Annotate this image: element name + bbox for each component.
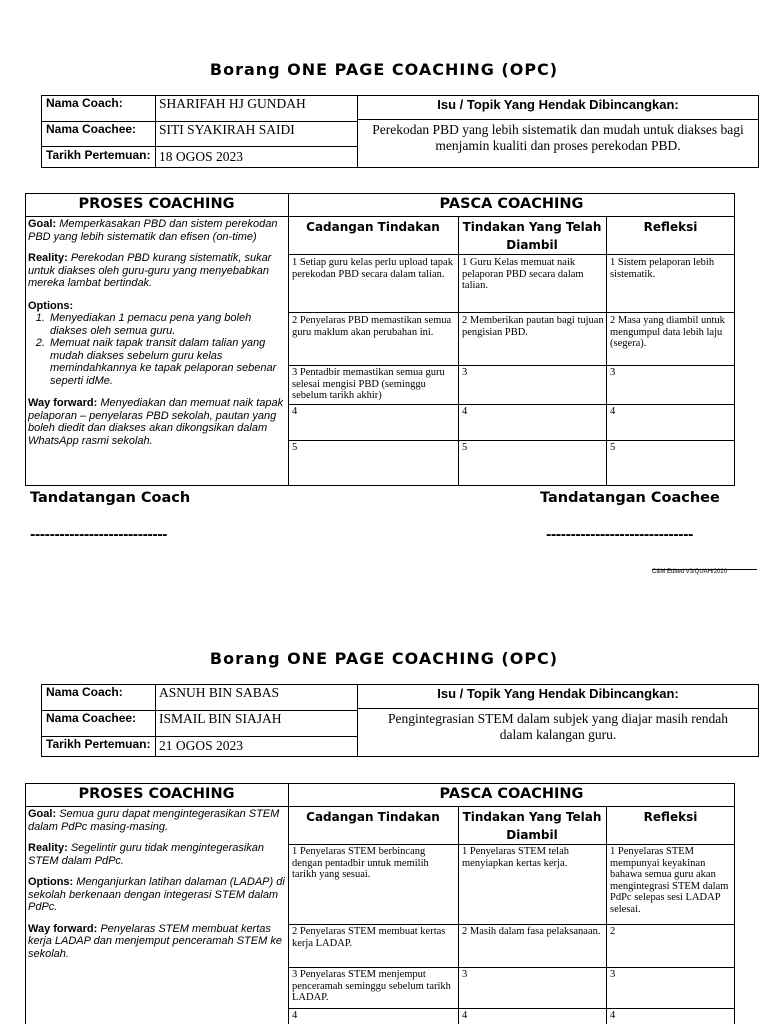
goal-label: Goal:: [28, 218, 57, 230]
wayforward-label: Way forward:: [28, 397, 98, 409]
cadangan-3: 3 Pentadbir memastikan semua guru selesai mengisi PBD (seminggu sebelum tarikh akhir): [292, 367, 445, 401]
tindakan-5: 5: [462, 442, 468, 453]
goal-label: Goal:: [28, 808, 57, 820]
col-cadangan: Cadangan Tindakan: [306, 220, 440, 234]
meeting-date: 21 OGOS 2023: [159, 738, 244, 753]
cadangan-5: 5: [292, 442, 298, 453]
col-tindakan: Tindakan Yang Telah Diambil: [462, 810, 602, 842]
tindakan-4: 4: [462, 1010, 468, 1021]
form1-title: Borang ONE PAGE COACHING (OPC): [209, 60, 559, 79]
tindakan-1: 1 Guru Kelas memuat naik pelaporan PBD secara dalam talian.: [462, 257, 584, 291]
isu-text: Pengintegrasian STEM dalam subjek yang diajar masih rendah dalam kalangan guru.: [387, 711, 729, 742]
cadangan-4: 4: [292, 1010, 298, 1021]
tindakan-4: 4: [462, 406, 468, 417]
tindakan-2: 2 Memberikan pautan bagi tujuan pengisian PBD.: [462, 315, 604, 338]
options-label: Options:: [28, 876, 74, 888]
goal-text: Memperkasakan PBD dan sistem perekodan PBD yang lebih sistematik dan efisen (on-time): [28, 218, 278, 243]
sig-coach-label: Tandatangan Coach: [30, 490, 191, 506]
tindakan-3: 3: [462, 367, 468, 378]
pasca-coaching-heading: PASCA COACHING: [439, 196, 584, 212]
col-tindakan: Tindakan Yang Telah Diambil: [462, 220, 602, 252]
form2-grow-notes: [28, 808, 285, 968]
coach-name: SHARIFAH HJ GUNDAH: [159, 96, 306, 111]
col-refleksi: Refleksi: [643, 810, 698, 824]
reality-text: Segelintir guru tidak mengintegerasikan STEM dalam PdPc.: [28, 842, 265, 867]
wayforward-text: Menyediakan dan memuat naik tapak pelaporan – penyelaras PBD sekolah, pautan yang boleh diedit dan diakses akan dikongsikan dalam WhatsApp rasmi sekolah.: [28, 397, 284, 447]
sig-coachee-label: Tandatangan Coachee: [540, 490, 720, 506]
tindakan-2: 2 Masih dalam fasa pelaksanaan.: [462, 926, 601, 937]
date-label: Tarikh Pertemuan:: [46, 148, 151, 162]
col-cadangan: Cadangan Tindakan: [306, 810, 440, 824]
coachee-label: Nama Coachee:: [46, 711, 137, 725]
cadangan-1: 1 Setiap guru kelas perlu upload tapak perekodan PBD secara dalam talian.: [292, 257, 453, 280]
reality-label: Reality:: [28, 842, 68, 854]
refleksi-1: 1 Penyelaras STEM mempunyai keyakinan bahawa semua guru akan mengintegrasi STEM dalam PdPc selepas sesi LADAP selesai.: [610, 846, 729, 915]
sig-coachee-line: ------------------------------: [546, 528, 693, 543]
refleksi-4: 4: [610, 406, 616, 417]
reality-text: Perekodan PBD kurang sistematik, sukar untuk diakses oleh guru-guru yang menyebabkan mereka lambat bertindak.: [28, 252, 272, 289]
proses-coaching-heading: PROSES COACHING: [78, 196, 235, 212]
isu-text: Perekodan PBD yang lebih sistematik dan mudah untuk diakses bagi menjamin kualiti dan proses perekodan PBD.: [372, 122, 744, 153]
goal-text: Semua guru dapat mengintegerasikan STEM dalam PdPc masing-masing.: [28, 808, 280, 833]
tindakan-1: 1 Penyelaras STEM telah menyiapkan kertas kerja.: [462, 846, 570, 869]
meeting-date: 18 OGOS 2023: [159, 149, 244, 164]
coach-label: Nama Coach:: [46, 96, 123, 110]
refleksi-3: 3: [610, 367, 616, 378]
options-text: Menganjurkan latihan dalaman (LADAP) di sekolah berkenaan dengan integerasi STEM dalam PdPc.: [28, 876, 285, 913]
cadangan-2: 2 Penyelaras STEM membuat kertas kerja LADAP.: [292, 926, 446, 949]
cadangan-2: 2 Penyelaras PBD memastikan semua guru maklum akan perubahan ini.: [292, 315, 452, 338]
col-refleksi: Refleksi: [643, 220, 698, 234]
footer-edition-note: C&M Edited V3/QUAH/2020: [652, 569, 728, 575]
coach-name: ASNUH BIN SABAS: [159, 685, 280, 700]
option-item: 2. Memuat naik tapak transit dalam talian yang mudah diakses sebelum guru kelas memindahkannya ke tapak pelaporan sebenar seperti idMe.: [48, 337, 285, 387]
refleksi-5: 5: [610, 442, 616, 453]
refleksi-2: 2 Masa yang diambil untuk mengumpul data lebih laju (segera).: [610, 315, 725, 349]
cadangan-3: 3 Penyelaras STEM menjemput penceramah seminggu sebelum tarikh LADAP.: [292, 969, 451, 1003]
wayforward-label: Way forward:: [28, 922, 98, 935]
coachee-name: SITI SYAKIRAH SAIDI: [159, 122, 295, 137]
refleksi-1: 1 Sistem pelaporan lebih sistematik.: [610, 257, 715, 280]
isu-heading: Isu / Topik Yang Hendak Dibincangkan:: [437, 97, 679, 112]
sig-coach-line: ----------------------------: [30, 528, 168, 543]
pasca-coaching-heading: PASCA COACHING: [439, 786, 584, 802]
tindakan-3: 3: [462, 969, 468, 980]
proses-coaching-heading: PROSES COACHING: [78, 786, 235, 802]
refleksi-4: 4: [610, 1010, 616, 1021]
form1-grow-notes: [28, 218, 285, 455]
coachee-name: ISMAIL BIN SIAJAH: [159, 711, 282, 726]
wayforward-text: Penyelaras STEM membuat kertas kerja LADAP dan menjemput penceramah STEM ke sekolah.: [28, 922, 282, 960]
refleksi-2: 2: [610, 926, 616, 937]
form2-title: Borang ONE PAGE COACHING (OPC): [209, 649, 559, 668]
coachee-label: Nama Coachee:: [46, 122, 137, 136]
option-item: 1. Menyediakan 1 pemacu pena yang boleh diakses oleh semua guru.: [48, 312, 285, 337]
reality-label: Reality:: [28, 252, 68, 264]
cadangan-4: 4: [292, 406, 298, 417]
options-label: Options:: [28, 299, 74, 312]
cadangan-1: 1 Penyelaras STEM berbincang dengan pentadbir untuk memilih tarikh yang sesuai.: [292, 846, 429, 880]
refleksi-3: 3: [610, 969, 616, 980]
date-label: Tarikh Pertemuan:: [46, 737, 151, 751]
isu-heading: Isu / Topik Yang Hendak Dibincangkan:: [437, 686, 679, 701]
coach-label: Nama Coach:: [46, 685, 123, 699]
